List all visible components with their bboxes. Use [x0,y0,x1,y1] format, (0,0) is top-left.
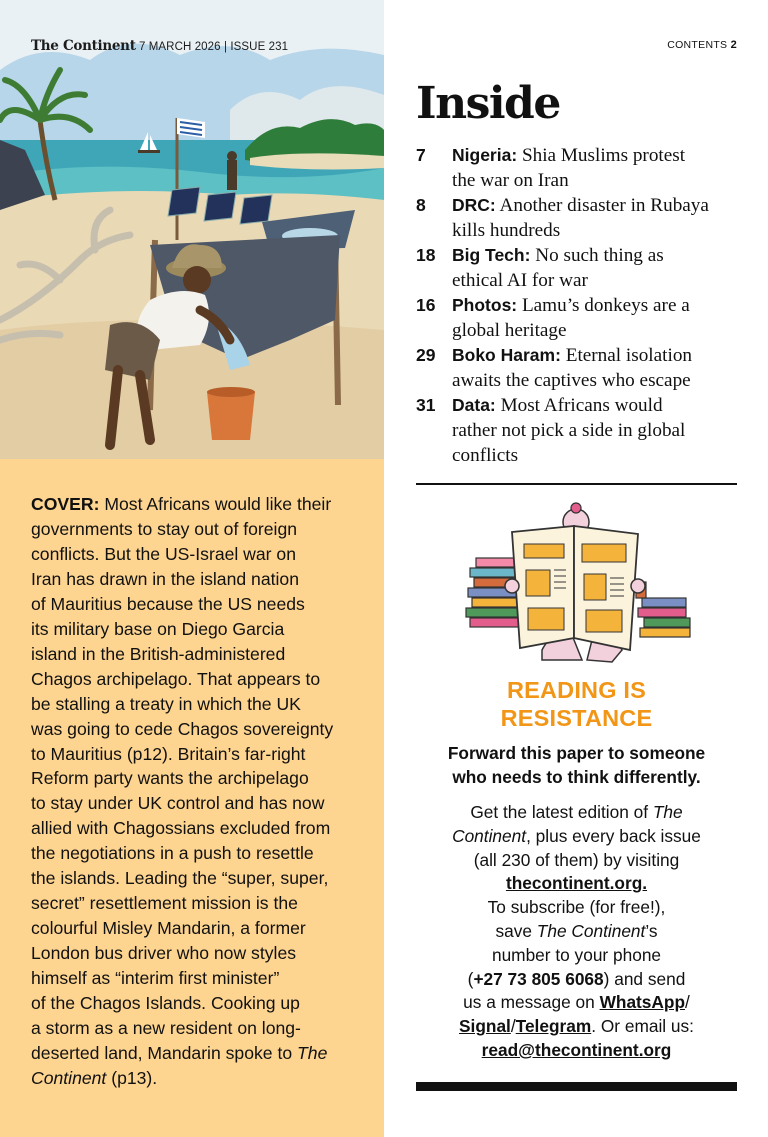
toc-item[interactable] [416,243,741,293]
cover-line: be stalling a treaty in which the UK [31,693,301,714]
whatsapp-link[interactable]: WhatsApp [599,992,686,1013]
newspaper-reader-illustration [462,500,694,665]
toc-entry: Photos: Lamu’s donkeys are a global heritage [452,295,690,341]
cover-line: the negotiations in a push to resettle [31,843,314,864]
cover-line: Continent (p13). [31,1067,158,1088]
toc-section: Boko Haram: [452,345,561,365]
toc-section: DRC: [452,195,496,215]
cover-line: allied with Chagossians excluded from [31,818,331,839]
cover-line: deserted land, Mandarin spoke to The [31,1042,328,1063]
toc-page-number: 16 [416,295,436,315]
toc-page-number: 7 [416,145,426,165]
cover-line: London bus driver who now styles [31,943,297,964]
bottom-rule [416,1082,737,1091]
promo-subheading: Forward this paper to someone who needs to think differently. [447,743,706,787]
toc-item[interactable] [416,293,741,343]
page-number: 2 [730,39,737,51]
cover-line: himself as “interim first minister” [31,968,280,989]
cover-illustration [0,0,384,459]
cover-line: a storm as a new resident on long- [31,1018,301,1039]
cover-line: Reform party wants the archipelago [31,768,309,789]
cover-line: conflicts. But the US-Israel war on [31,543,296,564]
cover-line: colourful Misley Mandarin, a former [31,918,306,939]
toc-item[interactable] [416,193,741,243]
signal-link[interactable]: Signal [459,1016,511,1037]
toc-entry: Boko Haram: Eternal isolation awaits the captives who escape [452,345,693,391]
toc-entry: DRC: Another disaster in Rubaya kills hundreds [452,195,709,241]
cover-line: of Mauritius because the US needs [31,593,305,614]
toc-page-number: 31 [416,395,436,415]
toc-entry: Big Tech: No such thing as ethical AI for war [452,245,664,291]
telegram-link[interactable]: Telegram [515,1016,592,1037]
divider [416,483,737,485]
toc-entry: Data: Most Africans would rather not pick a side in global conflicts [452,395,686,466]
toc-item[interactable] [416,143,741,193]
toc-page-number: 29 [416,345,436,365]
cover-caption [31,492,366,1091]
cover-line: of the Chagos Islands. Cooking up [31,993,300,1014]
toc-section: Photos: [452,295,518,315]
cover-line: COVER: Most Africans would like their [31,494,332,514]
promo-heading: READING IS RESISTANCE [500,677,653,731]
brand-name: The Continent [31,38,136,54]
toc-page-number: 18 [416,245,436,265]
toc-item[interactable] [416,343,741,393]
toc-page-number: 8 [416,195,426,215]
cover-line: the islands. Leading the “super, super, [31,868,329,889]
cover-line: secret” resettlement mission is the [31,893,298,914]
toc-item[interactable] [416,393,741,468]
cover-line: to stay under UK control and has now [31,793,325,814]
table-of-contents [416,143,741,468]
cover-line: its military base on Diego Garcia [31,618,285,639]
cover-line: Iran has drawn in the island nation [31,568,299,589]
masthead [31,38,288,54]
cover-line: was going to cede Chagos sovereignty [31,718,334,739]
page-label: CONTENTS 2 [667,39,737,51]
cover-line: Chagos archipelago. That appears to [31,668,321,689]
cover-line: island in the British-administered [31,643,286,664]
toc-entry: Nigeria: Shia Muslims protest the war on Iran [452,145,686,191]
promo-body: Get the latest edition of The Continent, plus every back issue (all 230 of them) by visiting thecontinent.org. To subscribe (for free!), save The Continent’s number to your phone (+27 73 805 6068) and send us a message on WhatsApp/ Signal/Telegram. Or email us: read@thecontinent.org [452,802,701,1060]
toc-section: Big Tech: [452,245,531,265]
cover-lead: COVER: [31,494,100,514]
toc-section: Data: [452,395,496,415]
cover-line: to Mauritius (p12). Britain’s far-right [31,743,306,764]
website-link[interactable]: thecontinent.org. [505,873,648,894]
cover-line: governments to stay out of foreign [31,518,298,539]
phone-number[interactable]: +27 73 805 6068 [473,968,604,989]
inside-heading: Inside [416,78,560,129]
email-link[interactable]: read@thecontinent.org [481,1039,672,1060]
issue-date: 7 MARCH 2026 | ISSUE 231 [138,41,289,53]
toc-section: Nigeria: [452,145,518,165]
